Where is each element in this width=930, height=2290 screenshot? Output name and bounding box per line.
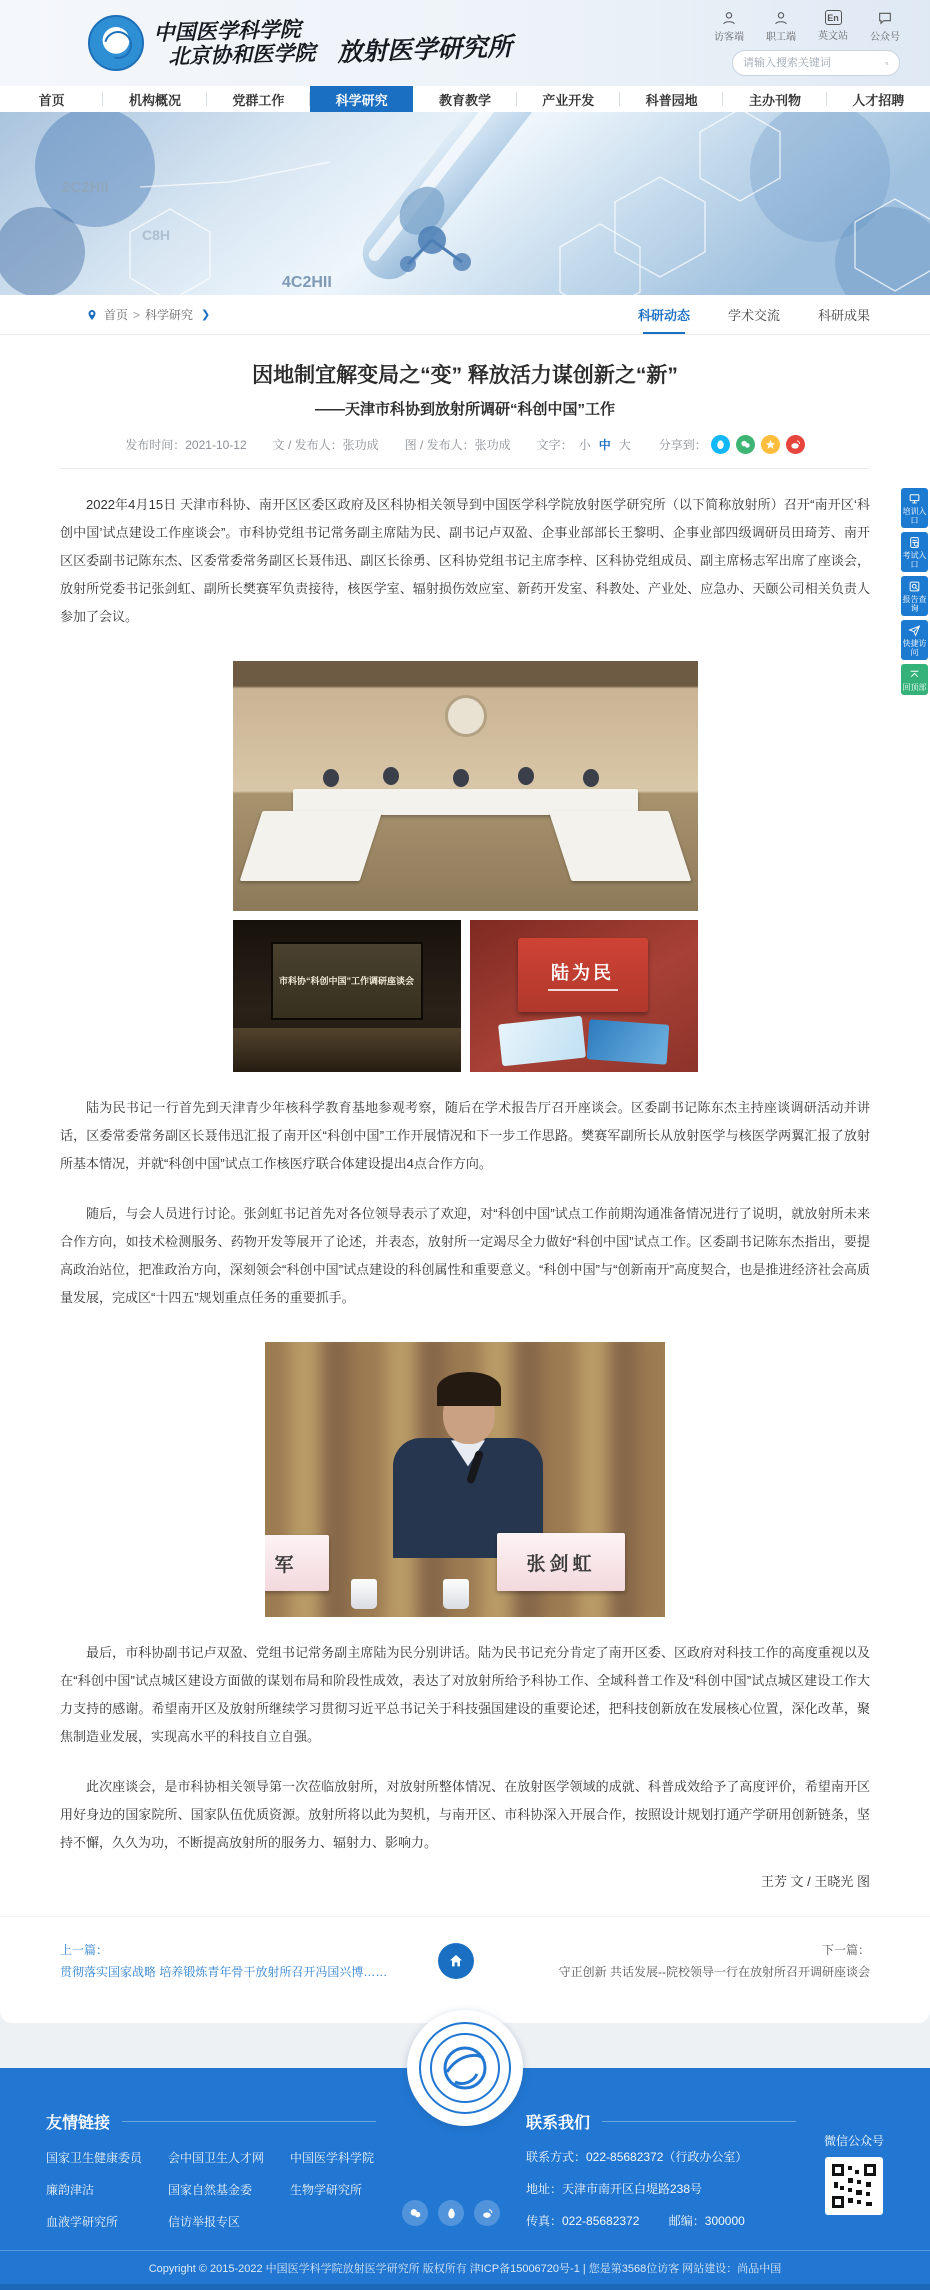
back-to-top-button[interactable]: 回顶部: [901, 664, 928, 695]
search-icon[interactable]: [885, 57, 889, 70]
report-search-icon: [908, 580, 921, 593]
footer-link[interactable]: 会中国卫生人才网: [168, 2151, 265, 2166]
content-card: [0, 295, 930, 2023]
footer-link[interactable]: 国家卫生健康委员: [46, 2151, 143, 2166]
article-photo-screen: [233, 920, 461, 1072]
share-qzone-icon[interactable]: [761, 435, 780, 454]
weibo-icon[interactable]: [474, 2200, 500, 2226]
breadcrumb-home[interactable]: 首页: [104, 308, 129, 322]
tab-research-results[interactable]: 科研成果: [817, 308, 870, 323]
article-paragraph: 此次座谈会，是市科协相关领导第一次莅临放射所，对放射所整体情况、在放射医学领域的成就、科普成效给予了高度评价，希望南开区用好身边的国家院所、国家队伍优质资源。放射所将以此为契机，与南开区、市科协深入开展合作，按照设计规划打通产学研用创新链条，坚持不懈，久久为功，不断提高放射所的服务力、辐射力、影响力。: [60, 1779, 870, 1851]
training-entry-button[interactable]: 培训入口: [901, 488, 928, 528]
floating-toolbar: [901, 488, 928, 695]
wall-emblem: [445, 695, 487, 737]
contact-title: 联系我们: [526, 2115, 591, 2133]
banner-label-1: 2C2HII: [62, 179, 109, 196]
nav-education[interactable]: 教育教学: [413, 86, 516, 112]
footer-link[interactable]: 中国医学科学院: [290, 2151, 375, 2166]
contact-fax: 传真：022-85682372: [526, 2214, 640, 2229]
article-paragraph: 陆为民书记一行首先到天津青少年核科学教育基地参观考察，随后在学术报告厅召开座谈会。区委副书记陈东杰主持座谈调研活动并讲话，区委常委常务副区长聂伟迅汇报了南开区“科创中国”工作开展情况和下一步工作思路。樊赛军副所长从放射医学与核医学两翼汇报了放射所基本情况，并就“科创中国”试点工作核医疗联合体建设提出4点合作方向。: [60, 1100, 870, 1172]
friend-links-title: 友情链接: [46, 2115, 111, 2133]
nav-party[interactable]: 党群工作: [207, 86, 310, 112]
contact-section: [526, 2110, 796, 2230]
qq-icon[interactable]: [438, 2200, 464, 2226]
prev-article-link[interactable]: [60, 1939, 400, 1983]
article-paragraph: 随后，与会人员进行讨论。张剑虹书记首先对各位领导表示了欢迎，对“科创中国”试点工作前期沟通准备情况进行了说明，就放射所未来合作方向，如技术检测服务、药物开发等展开了论述，并表态，放射所一定竭尽全力做好“科创中国”试点工作。区委副书记陈东杰指出，要提高政治站位，把准政治方向，深刻领会“科创中国”试点建设的科创属性和重要意义。“科创中国”与“创新南开”高度契合，也是推进经济社会高质量发展，完成区“十四五”规划重点任务的重要抓手。: [60, 1206, 870, 1306]
article-paragraph: 最后，市科协副书记卢双盈、党组书记常务副主席陆为民分别讲话。陆为民书记充分肯定了南开区委、区政府对科技工作的高度重视以及在“科创中国”试点城区建设方面做的谋划布局和阶段性成效，表达了对放射所给予科协工作、全域科普工作及“科创中国”试点城区建设工作大力支持的感谢。希望南开区及放射所继续学习贯彻习近平总书记关于科技强国建设的重要论述，把科技创新放在发展核心位置，深化改革，聚焦制造业发展，实现高水平的科技自立自强。: [60, 1645, 870, 1745]
hero-banner: [0, 112, 930, 295]
staff-portal-link[interactable]: 职工端: [766, 10, 796, 43]
share-weibo-icon[interactable]: [786, 435, 805, 454]
logo-line-2: 北京协和医学院: [167, 39, 316, 69]
section-tabs: [638, 295, 870, 334]
visitor-portal-link[interactable]: 访客端: [714, 10, 744, 43]
site-header: [0, 0, 930, 86]
site-footer: [0, 2068, 930, 2290]
article-meta: [60, 435, 870, 469]
article-title: 因地制宜解变局之“变” 释放活力谋创新之“新”: [252, 364, 678, 387]
article-subtitle: ——天津市科协到放射所调研“科创中国”工作: [314, 401, 615, 419]
quick-access-button[interactable]: 快捷访问: [901, 620, 928, 660]
next-article-link[interactable]: [530, 1939, 870, 1983]
site-logo[interactable]: [88, 15, 512, 71]
text-author: 文 / 发布人：张功成: [272, 438, 379, 453]
logo-line-3: 放射医学研究所: [336, 31, 513, 68]
red-sign-name: 陆为民: [551, 963, 614, 984]
screen-title-text: 市科协“科创中国”工作调研座谈会: [278, 976, 414, 987]
header-quick-links: [714, 10, 900, 43]
article-photo-speaker: [265, 1342, 665, 1617]
institute-round-emblem-icon: [417, 2020, 513, 2116]
home-icon: [448, 1953, 464, 1969]
exam-entry-button[interactable]: 考试入口: [901, 532, 928, 572]
footer-logo: [407, 2010, 523, 2126]
chevron-up-icon: [908, 668, 921, 681]
banner-label-2: C8H: [142, 227, 171, 243]
breadcrumb-row: [0, 295, 930, 335]
back-home-button[interactable]: [438, 1943, 474, 1979]
institute-emblem-icon: [88, 15, 144, 71]
tab-academic-exchange[interactable]: 学术交流: [727, 308, 780, 323]
nav-industry[interactable]: 产业开发: [517, 86, 620, 112]
wechat-official-link[interactable]: 公众号: [870, 10, 900, 43]
image-author: 图 / 发布人：张功成: [404, 438, 511, 453]
contact-address: 地址：天津市南开区白堤路238号: [526, 2182, 703, 2197]
exam-doc-icon: [908, 536, 921, 549]
footer-link[interactable]: 廉韵津沽: [46, 2183, 95, 2198]
footer-link[interactable]: 生物学研究所: [290, 2183, 363, 2198]
font-size-small[interactable]: 小: [578, 438, 591, 453]
font-size-large[interactable]: 大: [618, 438, 631, 453]
share-wechat-icon[interactable]: [736, 435, 755, 454]
contact-zip: 邮编：300000: [668, 2214, 745, 2229]
publish-date: 发布时间：2021-10-12: [125, 438, 247, 453]
share-qq-icon[interactable]: [711, 435, 730, 454]
footer-link[interactable]: 血液学研究所: [46, 2215, 119, 2230]
next-label: 下一篇：: [821, 1943, 870, 1958]
wechat-icon[interactable]: [402, 2200, 428, 2226]
article-byline: 王芳 文 / 王晓光 图: [760, 1874, 870, 1890]
article-paragraph: 2022年4月15日 天津市科协、南开区区委区政府及区科协相关领导到中国医学科学院放射医学研究所（以下简称放射所）召开“南开区‘科创中国’试点建设工作座谈会”。市科协党组书记常务副主席陆为民、副书记卢双盈、企事业部部长王黎明、企事业部四级调研员田琦芳、南开区区委副书记陈东杰、区委常委常务副区长聂伟迅、副区长徐勇、区科协党组书记主席李梓、区科协党组成员、副主席杨志军出席了座谈会，放射所党委书记张剑虹、副所长樊赛军负责接待，核医学室、辐射损伤效应室、新药开发室、科教处、产业处、应急办、天颐公司相关负责人参加了会议。: [60, 497, 870, 625]
tab-research-news[interactable]: 科研动态: [638, 295, 690, 334]
contact-phone: 联系方式：022-85682372（行政办公室）: [526, 2150, 748, 2165]
nav-overview[interactable]: 机构概况: [103, 86, 206, 112]
chevron-right-icon: ❯: [201, 309, 211, 321]
prev-title: 贯彻落实国家战略 培养锻炼青年骨干放射所召开冯国兴博……: [60, 1965, 388, 1980]
footer-social-icons: [402, 2200, 500, 2226]
prev-label: 上一篇：: [60, 1943, 109, 1958]
footer-link[interactable]: 国家自然基金委: [168, 2183, 253, 2198]
share-group: 分享到：: [659, 435, 805, 454]
wechat-qr-code: [825, 2157, 883, 2215]
article: [60, 335, 870, 1890]
banner-label-3: 4C2HII: [282, 274, 332, 291]
paper-plane-icon: [908, 624, 921, 637]
logo-line-1: 中国医学科学院: [153, 16, 301, 45]
person-icon: [721, 10, 737, 26]
chat-bubble-icon: [877, 10, 893, 26]
next-title: 守正创新 共话发展--院校领导一行在放射所召开调研座谈会: [558, 1965, 870, 1980]
person-icon: [773, 10, 789, 26]
name-card-partial: 军: [274, 1554, 294, 1576]
nav-recruit[interactable]: 人才招聘: [852, 92, 905, 108]
search-box: [732, 50, 900, 76]
wechat-qr-section: [824, 2110, 884, 2230]
font-size-control: 文字： 小 中 大: [536, 438, 631, 453]
location-pin-icon: [86, 309, 98, 321]
nav-home[interactable]: 首页: [0, 86, 103, 112]
footer-link[interactable]: 信访举报专区: [168, 2215, 241, 2230]
article-photo-meeting-room: [233, 661, 698, 911]
breadcrumb-separator: >: [133, 307, 141, 322]
article-photo-name-sign: [470, 920, 698, 1072]
english-icon: En: [825, 10, 842, 25]
nav-science-garden[interactable]: 科普园地: [620, 86, 723, 112]
report-query-button[interactable]: 报告查询: [901, 576, 928, 616]
font-size-medium[interactable]: 中: [598, 438, 611, 453]
search-input[interactable]: [743, 57, 885, 69]
breadcrumb-section[interactable]: 科学研究: [145, 308, 194, 322]
copyright: Copyright © 2015-2022 中国医学科学院放射医学研究所 版权所有 津ICP备15006720号-1 | 您是第3568位访客 网站建设：尚品中国: [0, 2250, 930, 2284]
nav-journals[interactable]: 主办刊物: [723, 86, 826, 112]
banner-illustration: [0, 112, 930, 295]
name-card: 张剑虹: [526, 1553, 596, 1575]
presentation-icon: [908, 492, 921, 505]
friend-links-section: [46, 2110, 376, 2230]
nav-research[interactable]: 科学研究: [310, 86, 413, 112]
english-site-link[interactable]: En 英文站: [818, 10, 848, 43]
wechat-qr-label: 微信公众号: [823, 2134, 884, 2149]
main-nav: [0, 86, 930, 112]
article-pager: [0, 1916, 930, 2023]
